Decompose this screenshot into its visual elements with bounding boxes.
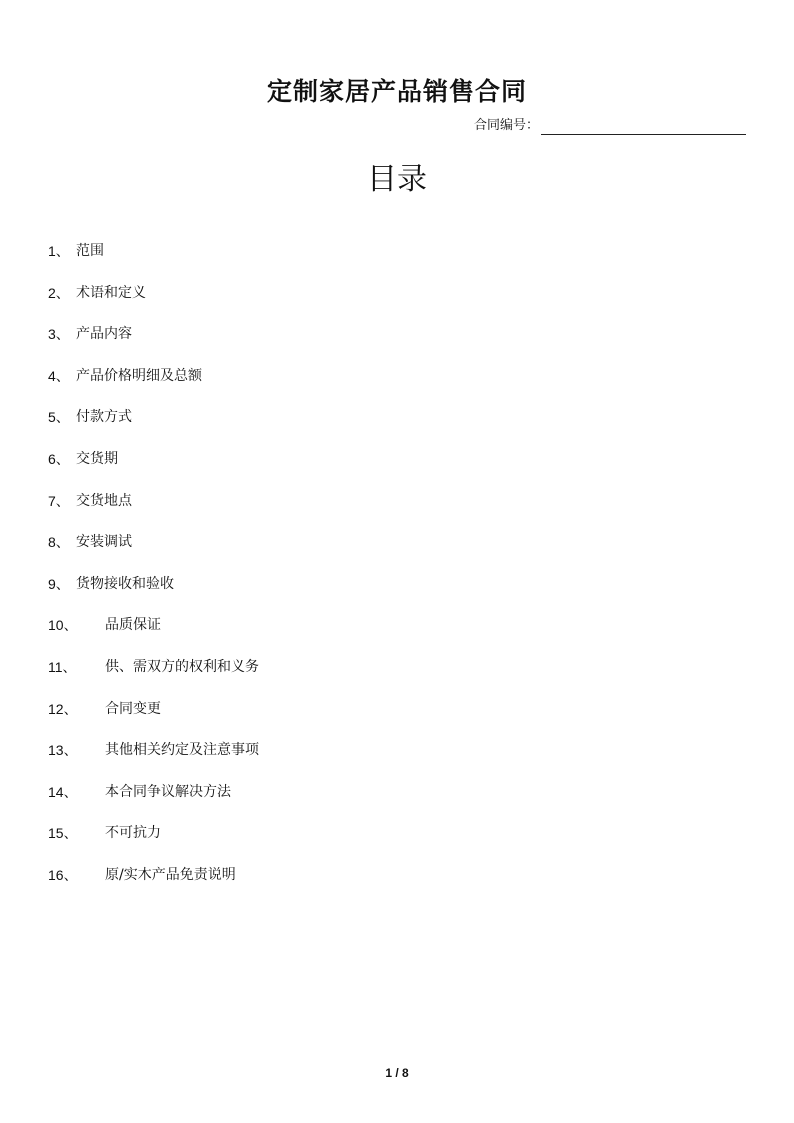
toc-text: 其他相关约定及注意事项: [105, 742, 259, 759]
toc-item-6: [48, 449, 259, 491]
toc-text: 不可抗力: [105, 825, 161, 842]
toc-number: 8、: [48, 534, 70, 551]
toc-item-15: [48, 823, 259, 865]
toc-text: 货物接收和验收: [76, 575, 174, 592]
toc-number: 7、: [48, 492, 70, 509]
toc-item-12: [48, 699, 259, 741]
toc-number: 3、: [48, 326, 70, 343]
toc-item-9: [48, 574, 259, 616]
toc-text: 原/实木产品免责说明: [105, 866, 236, 883]
toc-text: 品质保证: [105, 617, 161, 634]
toc-number: 2、: [48, 284, 70, 301]
toc-item-16: [48, 865, 259, 907]
toc-text: 合同变更: [105, 700, 161, 717]
toc-item-5: [48, 407, 259, 449]
toc-number: 11、: [48, 658, 77, 675]
toc-item-2: [48, 283, 259, 325]
contract-number: [474, 117, 746, 135]
page-number: 1 / 8: [385, 1066, 409, 1080]
toc-number: 5、: [48, 409, 70, 426]
toc-item-10: [48, 615, 259, 657]
toc-number: 4、: [48, 367, 70, 384]
toc-text: 交货期: [76, 450, 118, 467]
toc-text: 付款方式: [76, 409, 132, 426]
toc-number: 16、: [48, 866, 78, 883]
toc-number: 12、: [48, 700, 78, 717]
toc-text: 术语和定义: [76, 284, 146, 301]
contract-number-blank: [541, 118, 746, 135]
toc-item-7: [48, 491, 259, 533]
toc-item-8: [48, 532, 259, 574]
toc-item-4: [48, 366, 259, 408]
toc-text: 范围: [76, 243, 104, 259]
toc-text: 产品价格明细及总额: [76, 367, 202, 384]
toc-text: 安装调试: [76, 534, 132, 551]
toc-text: 供、需双方的权利和义务: [105, 658, 259, 675]
toc-heading: 目录: [367, 162, 427, 197]
document-title: 定制家居产品销售合同: [266, 77, 527, 106]
toc-item-1: [48, 241, 259, 283]
contract-number-label: 合同编号：: [473, 118, 539, 133]
toc-item-11: [48, 657, 259, 699]
toc-number: 10、: [48, 617, 78, 634]
toc-item-14: [48, 782, 259, 824]
toc-item-3: [48, 324, 259, 366]
toc-text: 本合同争议解决方法: [105, 783, 231, 800]
toc-number: 6、: [48, 450, 70, 467]
toc-number: 1、: [48, 243, 70, 259]
toc-text: 产品内容: [76, 326, 132, 343]
toc-number: 9、: [48, 575, 70, 592]
toc-number: 14、: [48, 783, 78, 800]
table-of-contents: [48, 241, 259, 907]
toc-number: 13、: [48, 742, 78, 759]
toc-item-13: [48, 740, 259, 782]
toc-text: 交货地点: [76, 492, 132, 509]
toc-number: 15、: [48, 825, 78, 842]
